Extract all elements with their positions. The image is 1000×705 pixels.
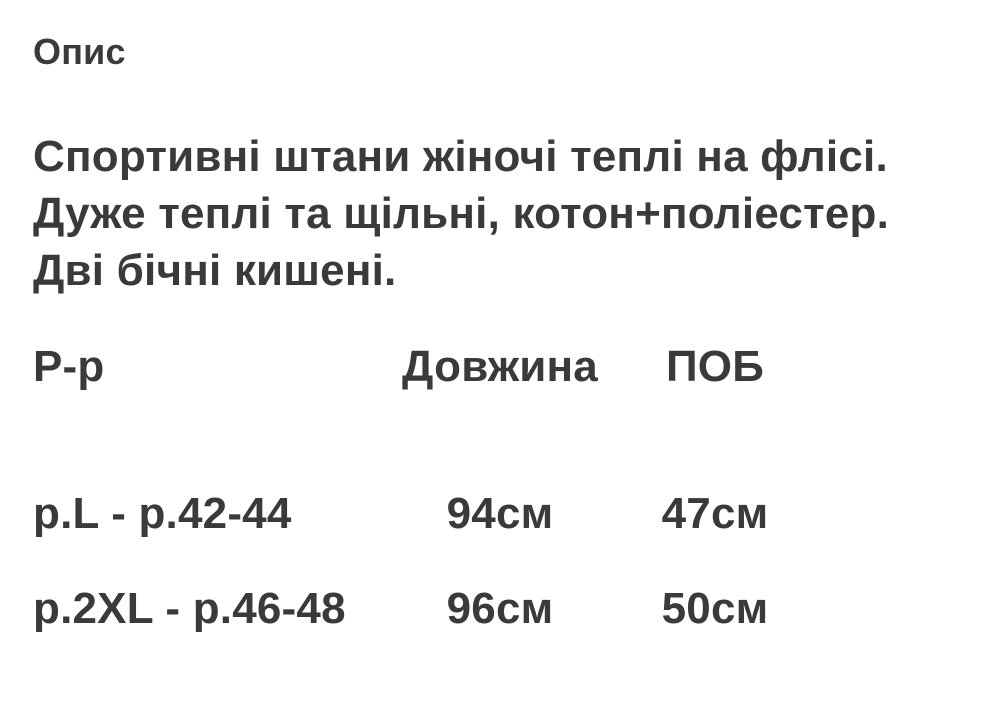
product-description-section <box>0 30 1000 705</box>
description-line: Дві бічні кишені. <box>33 246 397 295</box>
cell-pob: 50см <box>661 584 769 633</box>
cell-length: 94см <box>446 489 554 538</box>
size-table-row <box>0 485 790 542</box>
description-line: Спортивні штани жіночі теплі на флісі. <box>33 132 888 181</box>
description-line: Дуже теплі та щільні, котон+поліестер. <box>33 189 889 238</box>
size-table-header-row <box>0 338 790 395</box>
section-title: Опис <box>33 31 126 72</box>
cell-size: р.2XL - р.46-48 <box>33 584 346 633</box>
cell-size: р.L - р.42-44 <box>33 489 292 538</box>
size-table <box>0 338 790 637</box>
size-table-row <box>0 580 790 637</box>
cell-pob: 47см <box>661 489 769 538</box>
header-pob: ПОБ <box>665 342 765 391</box>
cell-length: 96см <box>446 584 554 633</box>
header-length: Довжина <box>402 342 598 391</box>
header-size: Р-р <box>33 342 105 391</box>
description-text <box>33 128 983 299</box>
